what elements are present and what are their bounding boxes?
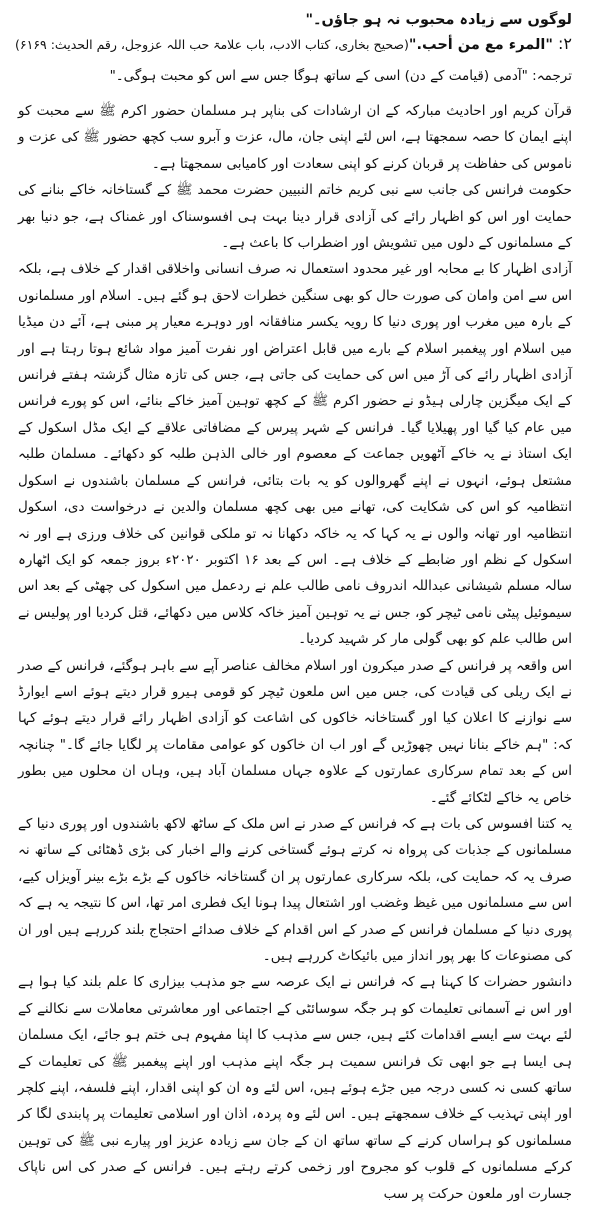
paragraph-france-government: حکومت فرانس کی جانب سے نبی کریم خاتم النبیین حضرت محمد ﷺ کے گستاخانہ خاکے بنانے کی حمایت اور اس کو اظہار رائے کی آزادی قرار دینا بہت ہی افسوسناک اور غمناک ہے، جو دنیا بھر کے مسلمانوں کے دلوں میں تشویش اور اضطراب کا باعث ہے۔ [18, 182, 572, 252]
hadith-heading [15, 34, 572, 62]
hadith-translation [18, 62, 572, 90]
hadith-arabic-text: "المرء مع من أحب." [408, 37, 553, 53]
hadith-arabic-block [409, 34, 572, 53]
paragraph-love-of-prophet: قرآن کریم اور احادیث مبارکہ کے ان ارشادات کی بناپر ہر مسلمان حضور اکرم ﷺ سے محبت کو اپنے ایمان کا حصہ سمجھتا ہے، اس لئے اپنی جان، مال، عزت و آبرو سب کچھ حضور ﷺ کی عزت و ناموس کی حفاظت پر قربان کرنے کو اپنی سعادت اور کامیابی سمجھتا ہے۔ [18, 103, 572, 172]
hadith-number: ۲: [558, 34, 572, 53]
paragraph-freedom-of-expression: آزادی اظہار کا بے محابہ اور غیر محدود استعمال نہ صرف انسانی واخلاقی اقدار کے خلاف ہے، بلکہ اس سے امن وامان کی صورت حال کو بھی سنگین خطرات لاحق ہو گئے ہیں۔ اسلام اور مسلمانوں کے بارہ میں مغرب اور پوری دنیا کا رویہ یکسر منافقانہ اور دوہرے معیار پر مبنی ہے، آئے دن میڈیا میں اسلام اور پیغمبر اسلام کے بارے میں قابل اعتراض اور نفرت آمیز مواد شائع ہوتا رہتا ہے اور آزادی اظہار رائے کی آڑ میں اس کی حمایت کی جاتی ہے، جس کی تازہ مثال گزشتہ ہفتے فرانس کے ایک میگزین چارلی ہیڈو نے حضور اکرم ﷺ کے کچھ توہین آمیز خاکے بنائے، اس کو پورے فرانس میں عام کیا گیا اور پھیلایا گیا۔ فرانس کے شہر پیرس کے مضافاتی علاقے کے ایک مڈل اسکول کے ایک استاذ نے یہ خاکے آٹھویں جماعت کے معصوم اور خالی الذہن طلبہ کو دکھائے۔ مسلمان طلبہ مشتعل ہوئے، انہوں نے اپنے گھروالوں کو یہ بات بتائی، فرانس کے مسلمان باشندوں نے اسکول انتظامیہ کو اس کی شکایت کی، تھانے میں بھی کچھ مسلمان والدین نے درخواست دی، اسکول انتظامیہ اور تھانہ والوں نے یہ کہا کہ یہ خاکہ دکھانا نہ تو ملکی قوانین کی خلاف ورزی ہے اور نہ اسکول کے نظم اور ضابطے کے خلاف ہے۔ اس کے بعد ۱۶ اکتوبر ۲۰۲۰ء بروز جمعہ کو ایک اٹھارہ سالہ مسلم شیشانی عبداللہ اندروف نامی طالب علم نے ردعمل میں اسکول کی چھٹی کے بعد اس سیموئیل پیٹی نامی ٹیچر کو، جس نے یہ توہین آمیز خاکہ کلاس میں دکھائے، قتل کردیا اور پولیس نے اس طالب علم کو بھی گولی مار کر شہید کردیا۔ [18, 261, 573, 648]
paragraph-macron-reaction: اس واقعہ پر فرانس کے صدر میکرون اور اسلام مخالف عناصر آپے سے باہر ہوگئے، فرانس کے صدر نے ایک ریلی کی قیادت کی، جس میں اس ملعون ٹیچر کو قومی ہیرو قرار دیتے ہوئے اسے ایوارڈ سے نوازنے کا اعلان کیا اور گستاخانہ خاکوں کی اشاعت کو آزادی اظہار رائے قرار دیتے ہوئے کہا کہ: "ہم خاکے بنانا نہیں چھوڑیں گے اور اب ان خاکوں کو عوامی مقامات پر لگایا جائے گا۔" چنانچہ اس کے بعد تمام سرکاری عمارتوں کے علاوہ جہاں مسلمان آباد ہیں، وہاں ان محلوں میں بطور خاص یہ خاکے لٹکائے گئے۔ [18, 657, 572, 806]
hadith-translation-text: ترجمہ: "آدمی (قیامت کے دن) اسی کے ساتھ ہوگا جس سے اس کو محبت ہوگی۔" [109, 68, 572, 84]
hadith-reference: (صحیح بخاری، کتاب الادب، باب علامۃ حب اللہ عزوجل، رقم الحدیث: ۶۱۶۹) [15, 37, 409, 52]
quote-continuation [18, 6, 572, 34]
paragraph-muslim-protest: یہ کتنا افسوس کی بات ہے کہ فرانس کے صدر نے اس ملک کے ساٹھ لاکھ باشندوں اور پوری دنیا کے مسلمانوں کے جذبات کی پرواہ نہ کرتے ہوئے گستاخی کرنے والے اخبار کی بڑی ڈھٹائی کے ساتھ نہ صرف یہ کہ حمایت کی، بلکہ سرکاری عمارتوں پر ان گستاخانہ خاکوں کے بڑے بڑے بینر آویزاں کیے، اس سے مسلمانوں میں غیظ وغضب اور اشتعال پیدا ہونا ایک فطری امر تھا، اس کا نتیجہ یہ ہے کہ پوری دنیا کے مسلمان فرانس کے صدر کے اس اقدام کے خلاف صدائے احتجاج بلند کررہے ہیں اور ان کی مصنوعات کا بھر پور انداز میں بائیکاٹ کررہے ہیں۔ [18, 815, 572, 964]
quote-text: لوگوں سے زیادہ محبوب نہ ہو جاؤں۔" [305, 12, 572, 28]
paragraph-intellectuals-view: دانشور حضرات کا کہنا ہے کہ فرانس نے ایک عرصہ سے جو مذہب بیزاری کا علم بلند کیا ہوا ہے اور اس نے آسمانی تعلیمات کو ہر جگہ سوسائٹی کے اجتماعی اور معاشرتی معاملات سے نکالنے کے لئے بہت سے ایسے اقدامات کئے ہیں، جس سے مذہب کا اپنا مفہوم ہی ختم ہو جائے، ایک مسلمان ہی ایسا ہے جو ابھی تک فرانس سمیت ہر جگہ اپنے مذہب اور اپنے پیغمبر ﷺ کی تعلیمات کے ساتھ کسی نہ کسی درجہ میں جڑے ہوئے ہیں، اس لئے وہ ان کو اپنی اقدار، اپنے فلسفہ، اپنے کلچر اور اپنی تہذیب کے خلاف سمجھتے ہیں۔ اس لئے وہ پردہ، اذان اور اسلامی تعلیمات پر پابندی لگا کر مسلمانوں کو ہراساں کرنے کے ساتھ ساتھ ان کے جان سے زیادہ عزیز اور پیارے نبی ﷺ کی توہین کرکے مسلمانوں کے قلوب کو مجروح اور زخمی کرتے رہتے ہیں۔ فرانس کے صدر کی اس ناپاک جسارت اور ملعون حرکت پر سب [18, 974, 572, 1202]
section-spacer [18, 90, 572, 98]
